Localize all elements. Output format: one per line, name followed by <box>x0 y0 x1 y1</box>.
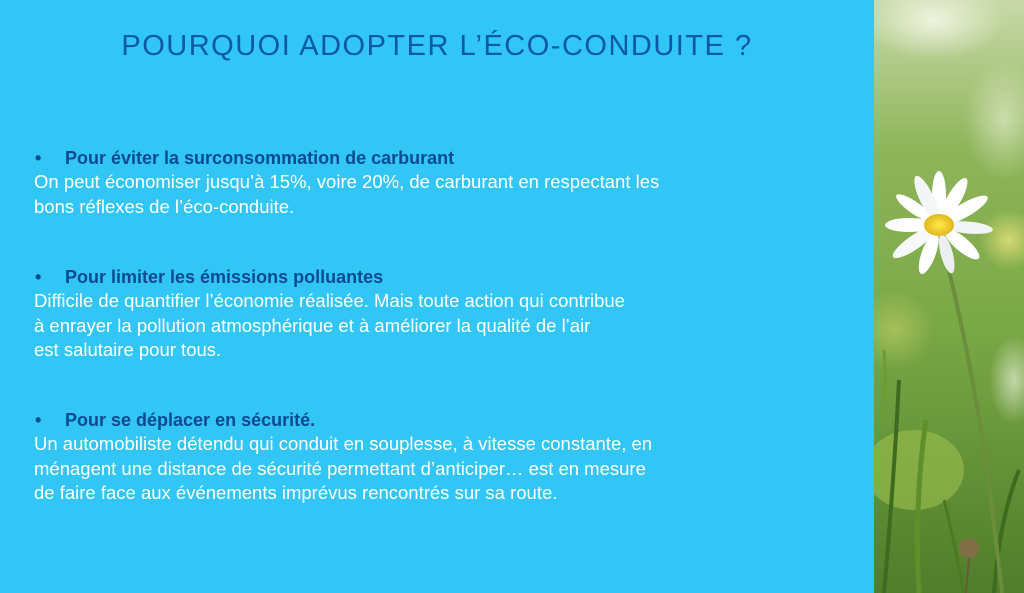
section-emissions <box>34 265 854 363</box>
slide-title: POURQUOI ADOPTER L’ÉCO-CONDUITE ? <box>121 30 753 62</box>
section-safety <box>34 408 854 506</box>
bullet-icon: • <box>35 267 42 287</box>
heading-text: Pour limiter les émissions polluantes <box>65 267 384 287</box>
section-body: Un automobiliste détendu qui conduit en souplesse, à vitesse constante, en ménagent une distance de sécurité permettant d’anticiper… est en mesure de faire face aux événements imprévus rencontrés sur sa route. <box>34 433 653 503</box>
daisy-flower-image <box>874 0 1024 593</box>
bullet-icon: • <box>35 148 42 168</box>
section-body: On peut économiser jusqu’à 15%, voire 20%, de carburant en respectant les bons réflexes de l’éco-conduite. <box>34 171 660 217</box>
section-heading <box>34 408 854 432</box>
section-heading <box>34 265 854 289</box>
section-heading <box>34 146 854 170</box>
bullet-icon: • <box>35 410 42 430</box>
section-fuel <box>34 146 854 219</box>
heading-text: Pour éviter la surconsommation de carburant <box>65 148 455 168</box>
section-body: Difficile de quantifier l’économie réalisée. Mais toute action qui contribue à enrayer la pollution atmosphérique et à améliorer la qualité de l’air est salutaire pour tous. <box>34 290 625 360</box>
heading-text: Pour se déplacer en sécurité. <box>65 410 316 430</box>
daisy-photo <box>874 0 1024 593</box>
